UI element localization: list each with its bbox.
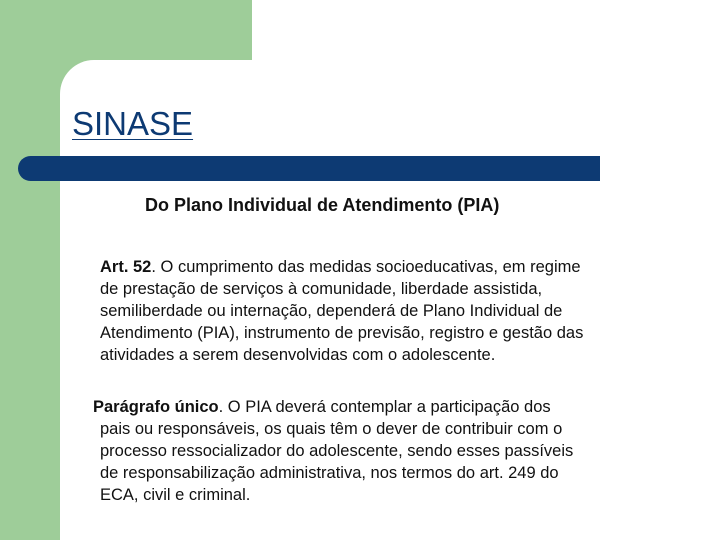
slide-title: SINASE	[72, 105, 194, 142]
article-lead: Art. 52	[100, 258, 152, 276]
article-line-3: semiliberdade ou internação, dependerá de Plano Individual de	[100, 302, 563, 320]
paragraph-line-5: ECA, civil e criminal.	[100, 486, 251, 504]
paragraph-line-3: processo ressocializador do adolescente, sendo esses passíveis	[100, 442, 574, 460]
paragrafo-unico-paragraph	[94, 396, 694, 506]
article-line-4: Atendimento (PIA), instrumento de previsão, registro e gestão das	[100, 324, 584, 342]
article-line-1-text: . O cumprimento das medidas socioeducativas, em regime	[151, 258, 581, 276]
paragraph-line-2: pais ou responsáveis, os quais têm o dever de contribuir com o	[100, 420, 563, 438]
slide-subtitle	[145, 193, 499, 217]
slide-subtitle-text: Do Plano Individual de Atendimento (PIA)	[145, 195, 500, 215]
paragraph-line-1	[94, 396, 694, 418]
article-line-1	[101, 256, 701, 278]
paragraph-lead: Parágrafo único	[93, 398, 219, 416]
title-divider-bar	[18, 156, 600, 181]
article-line-5: atividades a serem desenvolvidas com o adolescente.	[100, 346, 496, 364]
article-line-2: de prestação de serviços à comunidade, liberdade assistida,	[100, 280, 543, 298]
article-52-paragraph	[101, 256, 701, 366]
paragraph-line-4: de responsabilização administrativa, nos termos do art. 249 do	[100, 464, 559, 482]
paragraph-line-1-text: . O PIA deverá contemplar a participação dos	[218, 398, 551, 416]
